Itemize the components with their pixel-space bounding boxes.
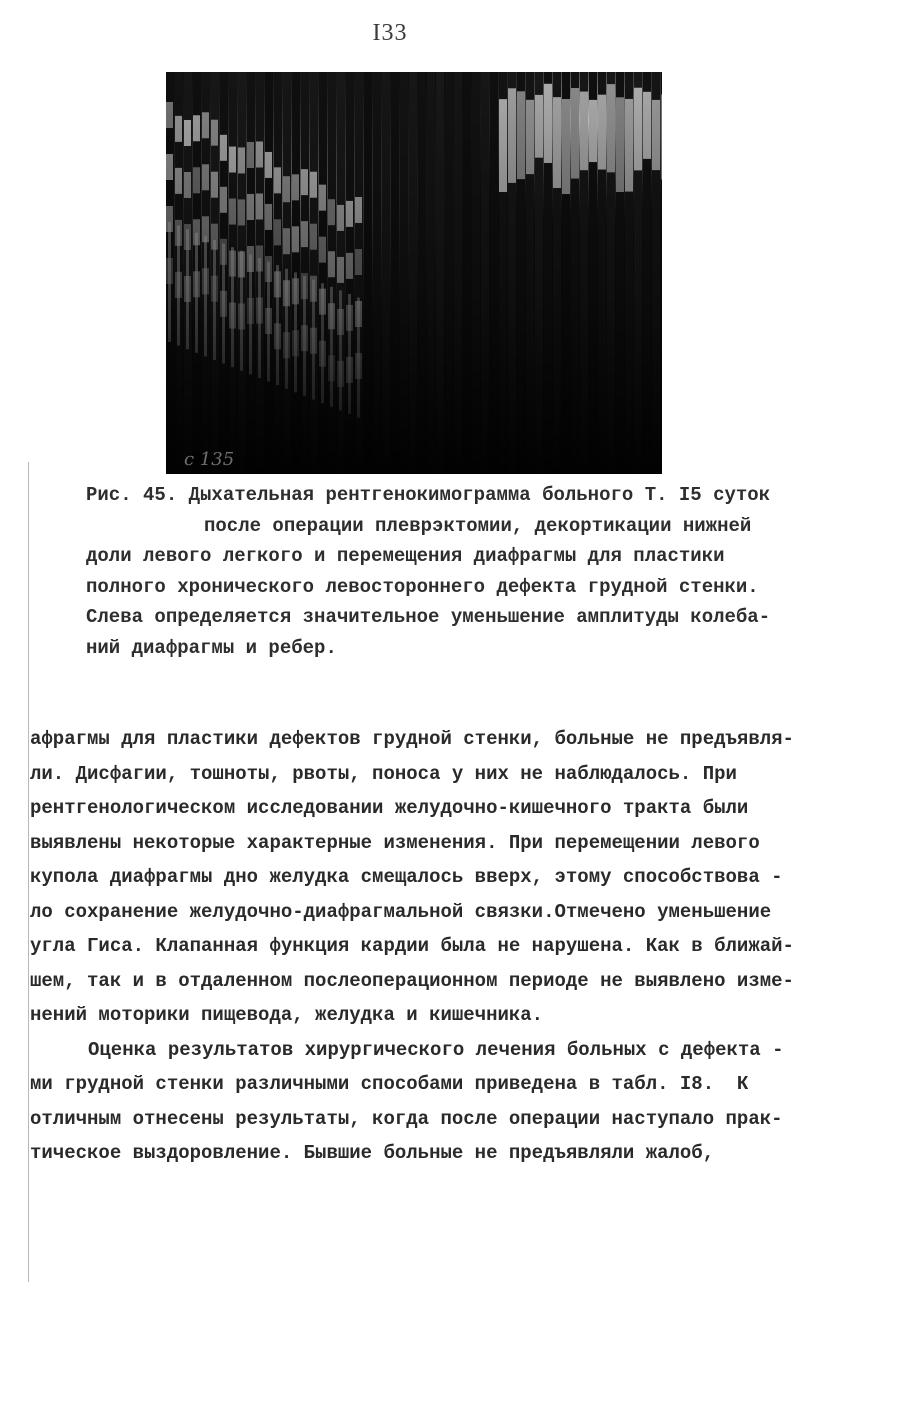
body-line: отличным отнесены результаты, когда после операции наступало прак- [30, 1107, 783, 1130]
body-line: купола диафрагмы дно желудка смещалось вверх, этому способствова - [30, 866, 783, 888]
margin-line [28, 462, 29, 1282]
caption-line: ний диафрагмы и ребер. [86, 636, 337, 659]
photo-inscription: с 135 [184, 449, 235, 470]
body-line: угла Гиса. Клапанная функция кардии была не нарушена. Как в ближай- [30, 935, 794, 957]
body-line: ми грудной стенки различными способами приведена в табл. I8. К [30, 1073, 749, 1095]
body-line: ли. Дисфагии, тошноты, рвоты, поноса у них не наблюдалось. При [30, 762, 737, 785]
body-line: ло сохранение желудочно-диафрагмальной связки.Отмечено уменьшение [30, 900, 772, 923]
caption-line: доли левого легкого и перемещения диафрагмы для пластики [86, 545, 725, 567]
body-line: афрагмы для пластики дефектов грудной стенки, больные не предъявля- [30, 728, 794, 750]
body-line: выявлены некоторые характерные изменения. При перемещении левого [30, 831, 760, 854]
caption-line: после операции плеврэктомии, декортикации нижней [204, 514, 752, 537]
kymogram-photo [166, 72, 662, 474]
body-line: тическое выздоровление. Бывшие больные не предъявляли жалоб, [30, 1142, 715, 1164]
caption-line: Рис. 45. Дыхательная рентгенокимограмма больного Т. I5 суток [86, 484, 771, 506]
caption-line: Слева определяется значительное уменьшение амплитуды колеба- [86, 606, 771, 628]
body-line: рентгенологическом исследовании желудочно-кишечного тракта были [30, 797, 749, 819]
kymogram-image [166, 72, 662, 474]
body-line: нений моторики пищевода, желудка и кишечника. [30, 1004, 544, 1026]
body-line: шем, так и в отдаленном послеоперационном периоде не выявлено изме- [30, 969, 794, 992]
page-number: I33 [372, 20, 408, 46]
caption-line: полного хронического левостороннего дефекта грудной стенки. [86, 575, 759, 598]
body-text [30, 722, 910, 1171]
figure-caption [86, 480, 886, 663]
body-line: Оценка результатов хирургического лечения больных с дефекта - [88, 1038, 784, 1061]
